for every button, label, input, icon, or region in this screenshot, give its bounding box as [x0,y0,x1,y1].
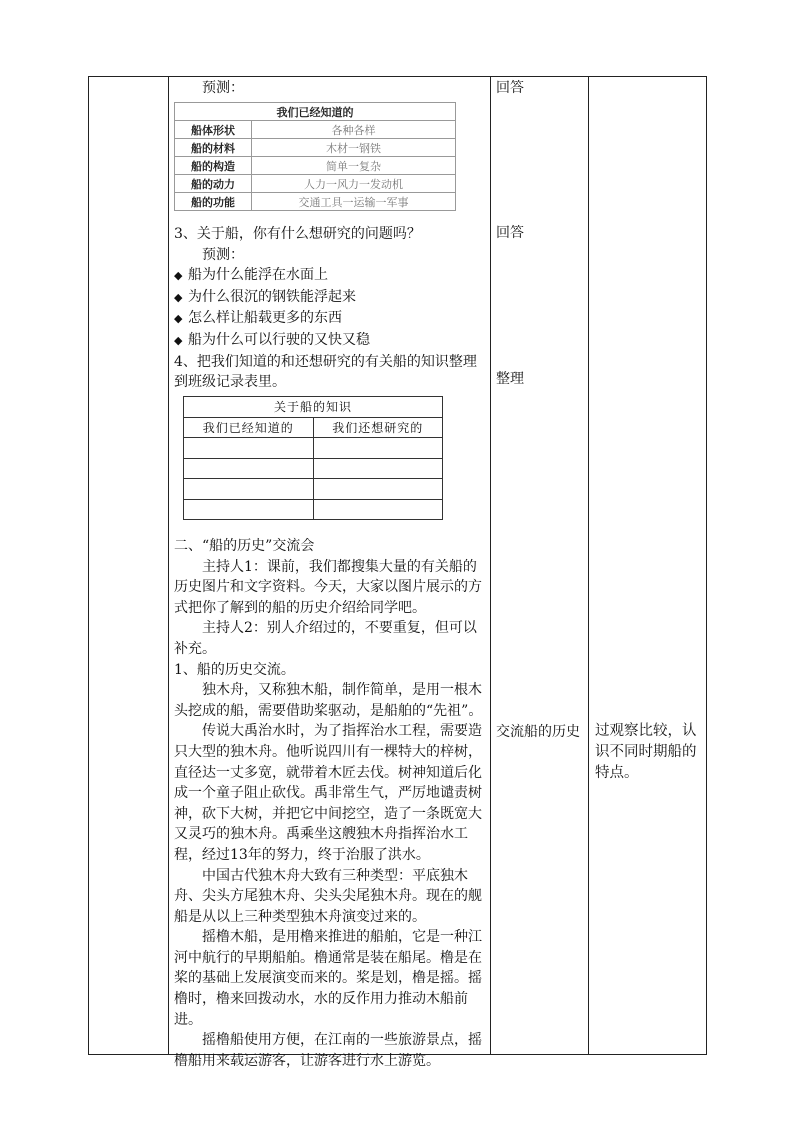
list-item: ◆ 怎么样让船载更多的东西 [174,308,484,330]
row-key: 船的功能 [175,193,252,211]
table-row [175,193,456,211]
table-row [175,139,456,157]
known-facts-table [174,102,456,211]
table-row [175,157,456,175]
predict-label-1: 预测： [202,80,244,96]
table-row [184,479,443,500]
row-value: 人力一风力一发动机 [252,175,456,193]
list-item: ◆ 为什么很沉的钢铁能浮起来 [174,287,484,309]
diamond-icon: ◆ [174,290,183,304]
known-table-title: 我们已经知道的 [175,103,456,121]
answer-label-1: 回答 [496,80,524,96]
row-key: 船的动力 [175,175,252,193]
table-row [175,175,456,193]
table-border-col2 [168,76,169,1055]
paragraph: 摇橹船使用方便，在江南的一些旅游景点，摇橹船用来载运游客，让游客进行水上游览。 [174,1032,482,1069]
paragraph: 独木舟，又称独木船，制作简单，是用一根木头挖成的船，需要借助桨驱动，是船舶的“先祖”。 [174,682,483,719]
table-top-border [88,76,707,77]
paragraph: 传说大禹治水时，为了指挥治水工程，需要造只大型的独木舟。他听说四川有一棵特大的梓树，直径达一丈多宽，就带着木匠去伐。树神知道后化成一个童子阻止砍伐。禹非常生气，严厉地谴责树神，砍下大树，并把它中间挖空，造了一条既宽大又灵巧的独木舟。禹乘坐这艘独木舟指挥治水工程，经过13年的努力，终于治服了洪水。 [174,723,482,863]
section-2-heading: 二、“船的历史”交流会 [174,538,315,554]
question-3: 3、关于船，你有什么想研究的问题吗？ [174,226,421,242]
diamond-icon: ◆ [174,312,183,326]
history-section [174,536,484,1071]
table-row [184,438,443,459]
table-border-col3 [490,76,491,1055]
design-intent-note: 过观察比较，认识不同时期船的特点。 [595,723,697,781]
table-row [184,499,443,520]
diamond-icon: ◆ [174,333,183,347]
list-item: ◆ 船为什么能浮在水面上 [174,265,484,287]
host-2-text: 主持人2：别人介绍过的，不要重复，但可以补充。 [174,620,477,657]
organize-label: 整理 [496,371,524,387]
row-value: 交通工具一运输一军事 [252,193,456,211]
table-row [175,121,456,139]
host-1-text: 主持人1：课前，我们都搜集大量的有关船的历史图片和文字资料。今天，大家以图片展示的方式把你了解到的船的历史介绍给同学吧。 [174,558,482,616]
paragraph: 摇橹木船，是用橹来推进的船舶，它是一种江河中航行的早期船舶。橹通常是装在船尾。橹是在桨的基础上发展演变而来的。桨是划，橹是摇。摇橹时，橹来回拨动水，水的反作用力推动木船前进。 [174,929,482,1028]
table-border-left [88,76,89,1055]
record-table-title: 关于船的知识 [184,397,443,418]
record-col-known: 我们已经知道的 [184,417,314,438]
question-4: 4、把我们知道的和还想研究的有关船的知识整理到班级记录表里。 [174,353,477,391]
row-value: 木材一钢铁 [252,139,456,157]
diamond-icon: ◆ [174,269,183,283]
question-section [174,224,484,393]
table-border-col4 [588,76,589,1055]
predict-label-2: 预测： [202,246,244,263]
paragraph: 中国古代独木舟大致有三种类型：平底独木舟、尖头方尾独木舟、尖头尖尾独木舟。现在的舰船是从以上三种类型独木舟演变过来的。 [174,867,482,925]
subheading-1: 1、船的历史交流。 [174,661,295,678]
record-table [183,396,443,520]
row-key: 船的构造 [175,157,252,175]
table-border-right [706,76,707,1055]
row-key: 船的材料 [175,139,252,157]
table-row [184,458,443,479]
record-col-research: 我们还想研究的 [313,417,443,438]
row-value: 各种各样 [252,121,456,139]
row-key: 船体形状 [175,121,252,139]
exchange-history-label: 交流船的历史 [496,724,580,740]
row-value: 简单一复杂 [252,157,456,175]
list-item: ◆ 船为什么可以行驶的又快又稳 [174,330,484,352]
answer-label-2: 回答 [496,225,524,241]
